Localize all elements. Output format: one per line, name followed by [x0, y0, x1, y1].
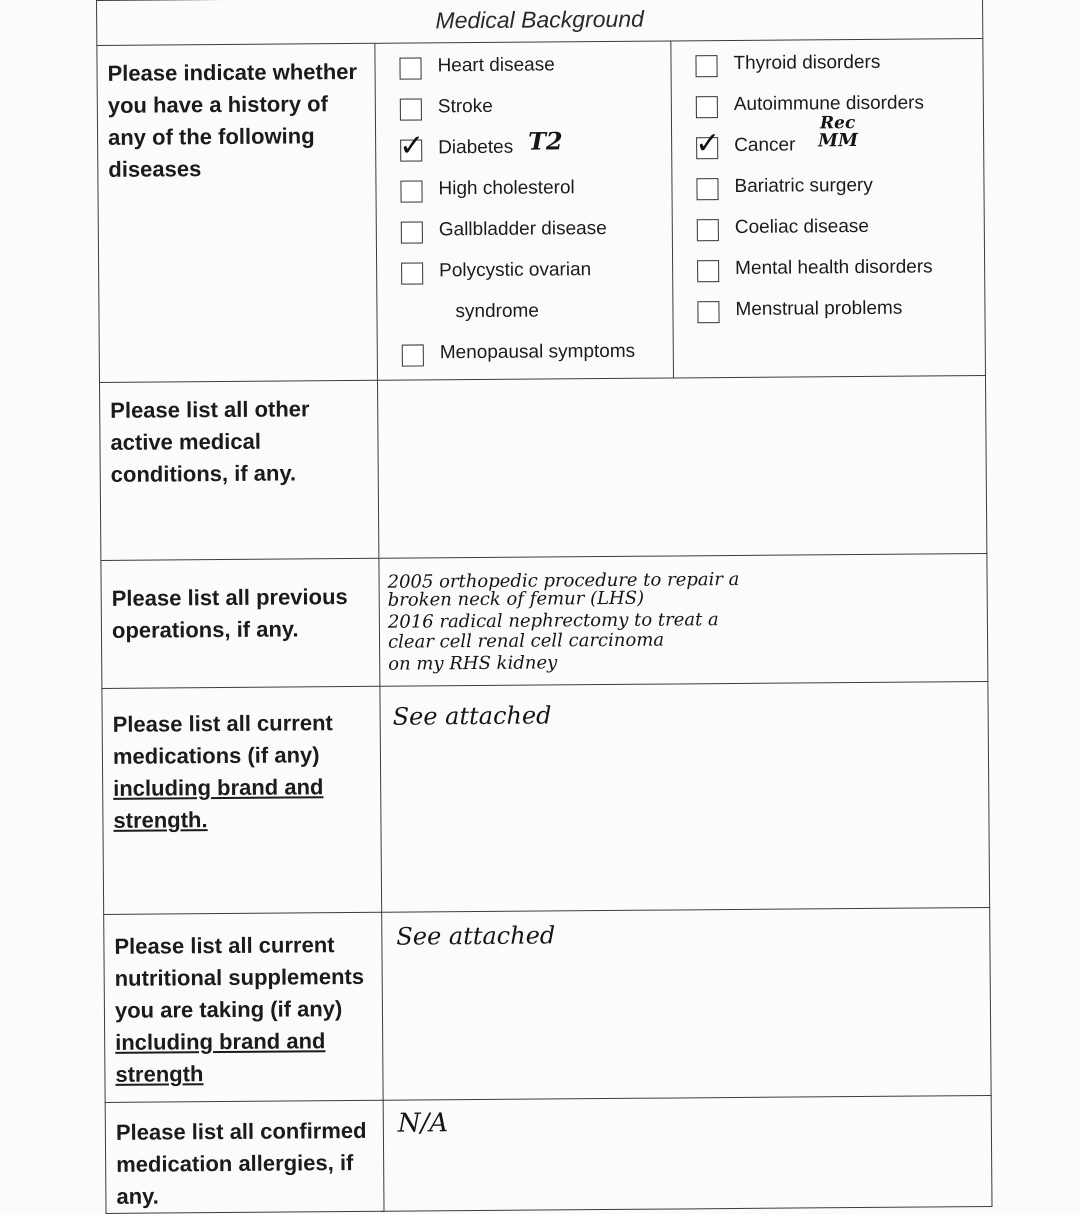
option-coeliac-disease: [693, 211, 984, 254]
supplements-question-text: Please list all current nutritional supplements you are taking (if any): [114, 932, 365, 1023]
option-label: High cholesterol: [438, 177, 575, 200]
option-mental-health-disorders: [693, 252, 984, 295]
allergies-answer-text: N/A: [397, 1108, 449, 1139]
supplements-question-emphasis: including brand and strength: [115, 1028, 326, 1087]
operations-answer[interactable]: [379, 554, 988, 687]
checkbox-coeliac-disease[interactable]: [697, 219, 719, 241]
diseases-column-right: [671, 39, 986, 378]
checkbox-stroke[interactable]: [400, 98, 422, 120]
option-bariatric-surgery: [692, 170, 983, 213]
other-conditions-question: Please list all other active medical conditions, if any.: [100, 380, 379, 560]
option-label: Autoimmune disorders: [733, 92, 925, 115]
diseases-column-left: [375, 41, 674, 380]
supplements-question: [104, 912, 383, 1102]
option-label: Coeliac disease: [734, 215, 870, 238]
operations-line-4: clear cell renal cell carcinoma: [387, 629, 665, 653]
option-cancer: [692, 113, 983, 172]
option-gallbladder-disease: [397, 213, 672, 256]
form-title: Medical Background: [97, 0, 983, 45]
checkbox-menopausal-symptoms[interactable]: [402, 344, 424, 366]
option-label: Thyroid disorders: [733, 51, 881, 74]
checkbox-bariatric-surgery[interactable]: [696, 178, 718, 200]
cancer-note-top: Rec: [819, 113, 856, 134]
option-label: Diabetes: [438, 136, 514, 159]
operations-question: Please list all previous operations, if any.: [101, 558, 380, 688]
option-menstrual-problems: [693, 293, 984, 336]
medications-question-emphasis: including brand and strength.: [113, 774, 324, 833]
checkbox-mental-health-disorders[interactable]: [697, 260, 719, 282]
checkmark-icon: ✓: [399, 128, 425, 164]
option-label: Polycystic ovarian: [439, 259, 592, 282]
option-label: Bariatric surgery: [734, 174, 873, 197]
form-table: [96, 0, 993, 1214]
diabetes-note: T2: [528, 126, 563, 156]
supplements-answer[interactable]: [382, 908, 991, 1101]
operations-line-5: on my RHS kidney: [388, 652, 558, 675]
operations-line-1: 2005 orthopedic procedure to repair a: [387, 568, 740, 593]
option-label: Cancer: [734, 134, 796, 156]
medications-answer-text: See attached: [392, 701, 552, 731]
option-high-cholesterol: [396, 172, 671, 215]
medical-background-form: [96, 0, 991, 1209]
option-label-continuation: [397, 295, 672, 338]
checkbox-polycystic-ovarian-syndrome[interactable]: [401, 262, 423, 284]
option-thyroid-disorders: [691, 47, 982, 90]
operations-line-3: 2016 radical nephrectomy to treat a: [387, 609, 719, 633]
supplements-answer-text: See attached: [396, 921, 556, 951]
medications-question: [102, 686, 382, 914]
other-conditions-answer[interactable]: [377, 376, 986, 559]
option-label: syndrome: [455, 300, 539, 323]
option-label: Menstrual problems: [735, 297, 903, 320]
checkbox-autoimmune-disorders[interactable]: [696, 96, 718, 118]
allergies-answer[interactable]: [383, 1096, 992, 1212]
option-polycystic-ovarian-syndrome: [397, 254, 672, 297]
option-label: Mental health disorders: [735, 256, 933, 279]
checkmark-icon: ✓: [695, 126, 721, 162]
checkbox-high-cholesterol[interactable]: [400, 180, 422, 202]
diseases-question: Please indicate whether you have a history of any of the following diseases: [97, 43, 378, 382]
option-menopausal-symptoms: [398, 336, 673, 379]
operations-line-2: broken neck of femur (LHS): [387, 587, 645, 611]
cancer-note-bottom: MM: [818, 130, 859, 152]
option-diabetes: [396, 126, 671, 174]
option-label: Heart disease: [437, 54, 555, 77]
checkbox-heart-disease[interactable]: [399, 57, 421, 79]
allergies-question: Please list all confirmed medication allergies, if any.: [105, 1100, 384, 1213]
medications-question-text: Please list all current medications (if any): [112, 710, 333, 769]
checkbox-thyroid-disorders[interactable]: [695, 55, 717, 77]
option-heart-disease: [395, 49, 670, 92]
medications-answer[interactable]: [380, 682, 990, 913]
checkbox-gallbladder-disease[interactable]: [401, 221, 423, 243]
option-label: Menopausal symptoms: [439, 340, 636, 364]
option-label: Gallbladder disease: [438, 217, 607, 241]
checkbox-menstrual-problems[interactable]: [697, 301, 719, 323]
option-label: Stroke: [437, 95, 493, 118]
